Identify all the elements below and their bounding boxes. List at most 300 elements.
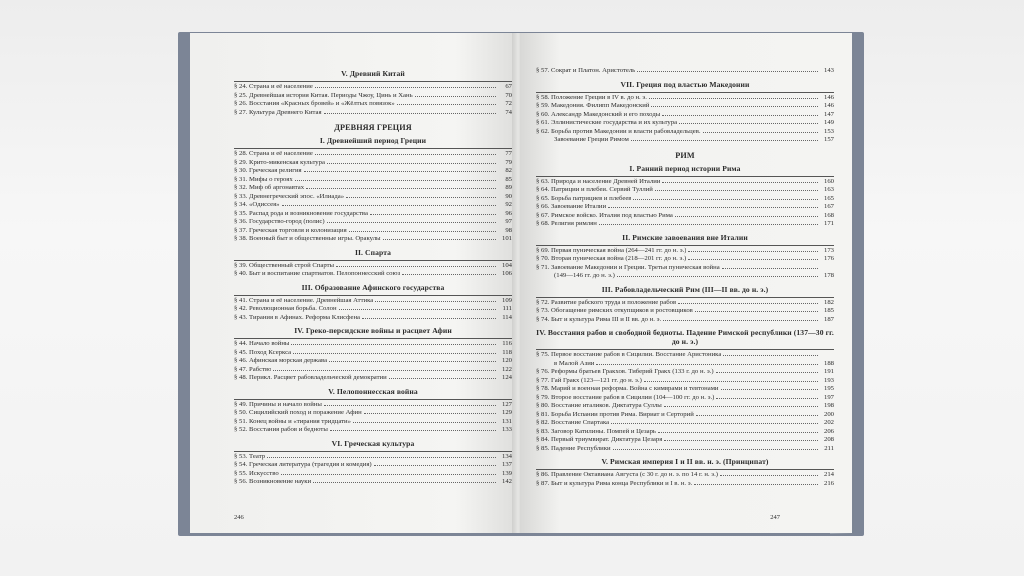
toc-entry-page: 120 — [501, 357, 512, 364]
toc-entry-title: § 50. Сицилийский поход и поражение Афин — [234, 409, 362, 416]
toc-entry-title: § 57. Сократ и Платон. Аристотель — [536, 67, 636, 74]
toc-entry-page: 142 — [501, 478, 512, 485]
toc-entry-title: § 71. Завоевание Македонии и Греции. Третья пуническая война — [536, 263, 720, 271]
toc-leader-dots — [295, 180, 496, 181]
toc-leader-dots — [611, 423, 818, 424]
toc-entry — [234, 201, 512, 210]
toc-entry-page: 106 — [501, 270, 512, 277]
toc-leader-dots — [716, 398, 818, 399]
toc-leader-dots — [339, 309, 496, 310]
toc-entry — [234, 150, 512, 159]
toc-entry-title: § 36. Государство-город (полис) — [234, 218, 325, 225]
toc-entry — [234, 270, 512, 279]
toc-entry — [536, 351, 834, 360]
toc-entry-page: 216 — [823, 479, 834, 487]
toc-entry-title: § 51. Конец войны и «тирания тридцати» — [234, 417, 351, 425]
toc-entry — [536, 67, 834, 76]
toc-entry-page: 139 — [501, 469, 512, 477]
toc-leader-dots — [716, 372, 818, 373]
toc-entry — [234, 235, 512, 244]
toc-entry-page: 72 — [505, 100, 512, 107]
toc-leader-dots — [364, 413, 496, 414]
toc-leader-dots — [397, 104, 496, 105]
toc-entry-page: 176 — [823, 255, 834, 262]
toc-entry-page: 160 — [823, 177, 834, 185]
toc-entry-title: § 26. Восстания «Красных бровей» и «Жёлтых повязок» — [234, 100, 395, 107]
toc-leader-dots — [336, 266, 496, 267]
toc-entry-page: 178 — [823, 272, 834, 279]
section-rule — [234, 81, 512, 82]
toc-leader-dots — [329, 361, 496, 362]
toc-entry-title: § 29. Крито-микенская культура — [234, 158, 325, 166]
section-rule — [234, 338, 512, 339]
toc-leader-dots — [282, 205, 496, 206]
toc-leader-dots — [644, 381, 818, 382]
toc-entry-page: 214 — [823, 471, 834, 478]
toc-entry — [536, 394, 834, 403]
toc-entry-title: § 58. Положение Греции в IV в. до н. э. — [536, 93, 647, 101]
toc-entry-title: (149—146 гг. до н. э.) — [554, 272, 615, 279]
toc-entry — [234, 193, 512, 202]
toc-entry-title: § 35. Распад рода и возникновение государства — [234, 209, 368, 217]
section-heading: I. Древнейший период Греции — [319, 136, 427, 145]
toc-entry-page: 147 — [823, 110, 834, 118]
toc-leader-dots — [721, 389, 819, 390]
toc-leader-dots — [662, 115, 818, 116]
toc-entry-page: 118 — [502, 348, 512, 356]
toc-leader-dots — [688, 251, 818, 252]
section-rule — [536, 297, 834, 298]
toc-leader-dots — [324, 113, 496, 114]
toc-entry-title: § 52. Восстания рабов и бедноты — [234, 426, 328, 433]
toc-entry-title: Завоевание Греции Римом — [554, 136, 629, 143]
toc-entry-title: § 31. Мифы о героях — [234, 175, 293, 183]
toc-leader-dots — [293, 353, 496, 354]
toc-entry — [536, 220, 834, 229]
right-page — [520, 33, 852, 533]
toc-leader-dots — [315, 87, 496, 88]
toc-leader-dots — [722, 268, 818, 269]
toc-entry-page: 96 — [505, 209, 512, 217]
toc-entry-page: 92 — [505, 201, 512, 208]
toc-entry-page: 149 — [823, 119, 834, 126]
section-rule — [234, 260, 512, 261]
toc-entry-title: § 76. Реформы братьев Гракхов. Тиберий Гракх (133 г. до н. э.) — [536, 368, 714, 375]
toc-entry-page: 153 — [823, 127, 834, 135]
section-rule — [536, 176, 834, 177]
toc-entry — [234, 167, 512, 176]
toc-entry-page: 70 — [505, 91, 512, 99]
toc-entry — [234, 340, 512, 349]
toc-leader-dots — [273, 370, 496, 371]
toc-leader-dots — [324, 405, 496, 406]
toc-leader-dots — [313, 482, 496, 483]
toc-entry — [234, 184, 512, 193]
toc-leader-dots — [723, 355, 818, 356]
toc-entry-title: § 87. Быт и культура Рима конца Республики и I в. н. э. — [536, 479, 693, 487]
toc-leader-dots — [655, 190, 818, 191]
toc-leader-dots — [637, 71, 818, 72]
toc-entry — [536, 402, 834, 411]
section-heading: V. Древний Китай — [341, 69, 405, 78]
toc-entry-page: 79 — [505, 158, 512, 166]
toc-entry — [536, 136, 834, 145]
toc-entry — [536, 111, 834, 120]
section-heading: II. Спарта — [354, 247, 392, 257]
toc-entry-title: в Малой Азии — [554, 359, 595, 367]
toc-entry — [234, 218, 512, 227]
toc-leader-dots — [349, 231, 496, 232]
toc-entry — [536, 128, 834, 137]
section-rule — [536, 245, 834, 246]
toc-entry-title: § 65. Борьба патрициев и плебеев — [536, 194, 632, 202]
toc-entry-title: § 46. Афинская морская держава — [234, 357, 328, 364]
section-heading: V. Римская империя I и II вв. н. э. (Принципат) — [601, 457, 769, 466]
toc-entry — [536, 247, 834, 256]
section-rule — [234, 399, 512, 400]
toc-leader-dots — [651, 106, 818, 107]
toc-entry — [234, 470, 512, 479]
toc-entry-page: 165 — [823, 194, 834, 202]
toc-entry-page: 195 — [823, 385, 834, 392]
toc-entry-title: § 48. Перикл. Расцвет рабовладельческой демократии — [234, 374, 387, 381]
toc-leader-dots — [362, 318, 496, 319]
toc-leader-dots — [695, 311, 818, 312]
left-page — [190, 33, 522, 533]
toc-entry-title: § 68. Религия римлян — [536, 220, 597, 227]
toc-entry — [536, 255, 834, 264]
toc-entry — [234, 262, 512, 271]
toc-entry-title: § 40. Быт и воспитание спартиатов. Пелопоннесский союз — [234, 270, 401, 277]
toc-leader-dots — [664, 440, 818, 441]
toc-leader-dots — [374, 465, 496, 466]
toc-entry-title: § 60. Александр Македонский и его походы — [536, 110, 661, 118]
toc-entry-title: § 30. Греческая религия — [234, 167, 302, 174]
toc-entry — [234, 461, 512, 470]
toc-entry-title: § 49. Причины и начало войны — [234, 400, 322, 408]
toc-leader-dots — [664, 406, 818, 407]
toc-leader-dots — [291, 344, 496, 345]
toc-entry-page: 101 — [501, 235, 512, 242]
toc-entry-page: 111 — [502, 305, 512, 312]
section-heading: III. Рабовладельческий Рим (III—II вв. до н. э.) — [601, 284, 769, 294]
toc-entry — [536, 307, 834, 316]
toc-entry-title: § 64. Патриции и плебеи. Сервий Туллий — [536, 186, 653, 193]
toc-entry-page: 67 — [505, 83, 512, 90]
toc-leader-dots — [663, 320, 818, 321]
section-rule — [234, 295, 512, 296]
toc-entry-title: § 66. Завоевание Италии — [536, 203, 607, 210]
toc-entry — [536, 316, 834, 325]
toc-entry-title: § 86. Правление Октавиана Августа (с 30 г. до н. э. по 14 г. н. э.) — [536, 471, 719, 478]
toc-entry-title: § 41. Страна и её население. Древнейшая Аттика — [234, 296, 374, 304]
section-rule — [536, 92, 834, 93]
toc-entry-title: § 83. Заговор Катилины. Помпей и Цезарь — [536, 427, 656, 435]
toc-entry-title: § 42. Революционная борьба. Солон — [234, 305, 337, 312]
toc-entry-title: § 63. Природа и население Древней Италии — [536, 177, 661, 185]
toc-entry-page: 187 — [823, 315, 834, 323]
toc-leader-dots — [370, 214, 496, 215]
toc-entry-page: 202 — [823, 419, 834, 426]
toc-entry — [536, 411, 834, 420]
toc-entry — [234, 159, 512, 168]
toc-entry — [536, 186, 834, 195]
toc-leader-dots — [649, 98, 818, 99]
toc-entry-title: § 34. «Одиссея» — [234, 201, 280, 208]
toc-entry — [234, 210, 512, 219]
toc-entry-page: 133 — [501, 426, 512, 433]
toc-entry-title: § 54. Греческая литература (трагедия и комедия) — [234, 461, 372, 468]
section-rule — [234, 451, 512, 452]
toc-entry-page: 97 — [505, 218, 512, 225]
toc-entry — [536, 480, 834, 489]
section-rule — [536, 349, 834, 350]
toc-entry-title: § 59. Македония. Филипп Македонский — [536, 102, 650, 109]
toc-entry — [234, 109, 512, 118]
section-heading: VI. Греческая культура — [331, 438, 415, 448]
toc-leader-dots — [720, 475, 818, 476]
toc-entry — [234, 176, 512, 185]
toc-entry — [536, 385, 834, 394]
toc-entry-title: § 39. Общественный строй Спарты — [234, 261, 335, 269]
toc-entry — [536, 102, 834, 111]
toc-entry-title: § 84. Первый триумвират. Диктатура Цезаря — [536, 436, 663, 443]
toc-entry — [536, 419, 834, 428]
toc-leader-dots — [327, 163, 496, 164]
toc-entry — [234, 453, 512, 462]
toc-entry-page: 168 — [823, 211, 834, 219]
toc-entry-page: 129 — [501, 409, 512, 416]
toc-leader-dots — [353, 422, 496, 423]
toc-entry-page: 173 — [823, 246, 834, 254]
toc-entry-page: 146 — [823, 93, 834, 101]
toc-leader-dots — [389, 378, 496, 379]
toc-entry-page: 77 — [505, 150, 512, 157]
toc-entry-page: 193 — [823, 376, 834, 384]
toc-entry-title: § 82. Восстание Спартака — [536, 419, 610, 426]
section-heading: IV. Восстания рабов и свободной бедноты. Падение Римской республики (137—30 гг. до н. э.) — [536, 328, 834, 346]
toc-leader-dots — [330, 430, 496, 431]
toc-entry — [234, 426, 512, 435]
toc-entry-page: 74 — [505, 108, 512, 116]
toc-leader-dots — [617, 276, 818, 277]
toc-leader-dots — [703, 132, 818, 133]
toc-entry-page: 127 — [501, 400, 512, 408]
toc-entry-title: § 55. Искусство — [234, 469, 279, 477]
section-rule — [536, 469, 834, 470]
toc-leader-dots — [306, 188, 496, 189]
toc-entry — [234, 83, 512, 92]
toc-leader-dots — [694, 484, 818, 485]
toc-leader-dots — [304, 171, 496, 172]
toc-entry-page: 188 — [823, 359, 834, 367]
section-rule — [234, 148, 512, 149]
toc-entry — [234, 478, 512, 487]
toc-entry-title: § 25. Древнейшая история Китая. Периоды Чжоу, Цинь и Хань — [234, 91, 413, 99]
toc-entry-page: 143 — [823, 67, 834, 74]
toc-entry — [234, 100, 512, 109]
toc-entry-page: 116 — [502, 340, 512, 347]
toc-entry-page: 82 — [505, 167, 512, 174]
toc-entry-page: 171 — [823, 220, 834, 227]
toc-entry — [536, 272, 834, 281]
toc-entry-title: § 73. Обогащение римских откупщиков и ростовщиков — [536, 307, 693, 314]
toc-leader-dots — [415, 96, 496, 97]
toc-entry-title: § 37. Греческая торговля и колонизация — [234, 226, 347, 234]
toc-entry-page: 163 — [823, 186, 834, 193]
toc-entry — [536, 203, 834, 212]
toc-leader-dots — [679, 123, 818, 124]
toc-entry-page: 211 — [824, 444, 834, 452]
toc-entry-page: 131 — [501, 417, 512, 425]
toc-entry-page: 98 — [505, 226, 512, 234]
toc-entry-title: § 33. Древнегреческий эпос. «Илиада» — [234, 192, 345, 200]
toc-entry-page: 104 — [501, 261, 512, 269]
toc-entry-page: 89 — [505, 184, 512, 191]
toc-leader-dots — [327, 222, 496, 223]
toc-entry-page: 167 — [823, 203, 834, 210]
right-page-contents — [536, 67, 834, 488]
toc-leader-dots — [675, 216, 818, 217]
toc-entry — [536, 195, 834, 204]
toc-entry — [234, 409, 512, 418]
toc-entry-title: § 61. Эллинистические государства и их культура — [536, 119, 678, 126]
toc-entry-page: 134 — [501, 452, 512, 460]
toc-entry-title: § 75. Первое восстание рабов в Сицилии. Восстание Аристоника — [536, 351, 722, 358]
toc-entry-title: § 78. Марий и военная реформа. Война с кимврами и тевтонами — [536, 385, 719, 392]
toc-entry — [234, 92, 512, 101]
toc-entry-title: § 70. Вторая пуническая война (218—201 гг. до н. э.) — [536, 255, 687, 262]
toc-entry-title: § 67. Римское войско. Италия под властью Рима — [536, 211, 673, 219]
toc-leader-dots — [596, 364, 818, 365]
toc-leader-dots — [688, 259, 818, 260]
toc-entry-title: § 53. Театр — [234, 452, 266, 460]
toc-entry — [536, 436, 834, 445]
left-page-number: 246 — [234, 514, 244, 521]
toc-leader-dots — [599, 224, 818, 225]
toc-entry-title: § 56. Возникновение науки — [234, 478, 312, 485]
toc-entry — [536, 94, 834, 103]
toc-entry-page: 90 — [505, 192, 512, 200]
toc-entry — [536, 445, 834, 454]
toc-entry — [536, 212, 834, 221]
toc-entry-page: 198 — [823, 402, 834, 409]
toc-entry-page: 114 — [502, 313, 512, 321]
toc-entry-page: 146 — [823, 102, 834, 109]
toc-entry — [536, 264, 834, 273]
toc-leader-dots — [662, 182, 818, 183]
toc-entry-title: § 80. Восстание италиков. Диктатура Суллы — [536, 402, 662, 409]
toc-entry — [536, 119, 834, 128]
toc-entry — [536, 377, 834, 386]
toc-leader-dots — [658, 432, 818, 433]
toc-entry-title: § 69. Первая пуническая война (264—241 гг. до н. э.) — [536, 246, 687, 254]
toc-leader-dots — [281, 474, 496, 475]
toc-entry — [234, 314, 512, 323]
toc-entry — [234, 374, 512, 383]
toc-entry-page: 206 — [823, 427, 834, 435]
toc-leader-dots — [608, 207, 818, 208]
section-heading: V. Пелопоннесская война — [328, 386, 418, 396]
toc-entry-title: § 45. Поход Ксеркса — [234, 348, 292, 356]
toc-entry-title: § 81. Борьба Испании против Рима. Вириат и Серторий — [536, 410, 694, 418]
toc-entry-title: § 24. Страна и её население — [234, 83, 313, 90]
toc-entry-title: § 28. Страна и её население — [234, 150, 313, 157]
toc-entry-page: 122 — [501, 365, 512, 373]
toc-entry — [234, 305, 512, 314]
toc-entry-page: 197 — [823, 393, 834, 401]
toc-entry — [234, 227, 512, 236]
toc-entry-title: § 27. Культура Древнего Китая — [234, 108, 322, 116]
toc-entry-title: § 38. Военный быт и общественные игры. Оракулы — [234, 235, 381, 242]
toc-entry — [234, 366, 512, 375]
toc-entry-page: 185 — [823, 307, 834, 314]
toc-entry — [234, 401, 512, 410]
toc-entry-page: 137 — [501, 461, 512, 468]
toc-entry — [234, 418, 512, 427]
toc-entry — [536, 428, 834, 437]
toc-entry-title: § 77. Гай Гракх (123—121 гг. до н. э.) — [536, 376, 642, 384]
toc-leader-dots — [613, 449, 818, 450]
toc-entry-page: 85 — [505, 175, 512, 183]
toc-entry-title: § 47. Рабство — [234, 365, 272, 373]
section-heading: I. Ранний период истории Рима — [629, 163, 741, 173]
section-heading: РИМ — [675, 150, 695, 160]
toc-leader-dots — [346, 197, 496, 198]
toc-entry-title: § 32. Миф об аргонавтах — [234, 184, 305, 191]
toc-entry-title: § 79. Второе восстание рабов в Сицилии (104—100 гг. до н. э.) — [536, 393, 715, 401]
toc-entry — [536, 178, 834, 187]
toc-leader-dots — [375, 301, 496, 302]
toc-leader-dots — [402, 274, 496, 275]
section-heading: VII. Греция под властью Македонии — [620, 79, 750, 89]
toc-entry — [234, 357, 512, 366]
toc-leader-dots — [678, 303, 818, 304]
toc-entry — [536, 299, 834, 308]
section-heading: III. Образование Афинского государства — [301, 282, 445, 292]
section-heading: II. Римские завоевания вне Италии — [622, 232, 748, 242]
toc-leader-dots — [633, 199, 818, 200]
toc-entry — [234, 297, 512, 306]
toc-entry-title: § 43. Тирания в Афинах. Реформа Клисфена — [234, 313, 361, 321]
toc-leader-dots — [631, 140, 818, 141]
toc-entry-page: 182 — [823, 298, 834, 306]
left-page-contents — [234, 69, 512, 487]
toc-entry-page: 200 — [823, 410, 834, 418]
section-heading: ДРЕВНЯЯ ГРЕЦИЯ — [334, 123, 412, 132]
toc-leader-dots — [315, 154, 496, 155]
toc-entry-page: 191 — [823, 368, 834, 375]
toc-entry — [536, 368, 834, 377]
toc-entry-page: 157 — [823, 136, 834, 143]
toc-entry-page: 124 — [501, 374, 512, 381]
toc-entry — [234, 349, 512, 358]
toc-leader-dots — [696, 415, 818, 416]
toc-entry-title: § 85. Падение Республики — [536, 444, 611, 452]
toc-entry-title: § 62. Борьба против Македонии и власти рабовладельцев. — [536, 127, 701, 135]
toc-entry — [536, 360, 834, 369]
toc-entry-title: § 44. Начало войны — [234, 340, 290, 347]
toc-leader-dots — [267, 457, 496, 458]
section-heading: IV. Греко-персидские войны и расцвет Афин — [294, 326, 452, 335]
toc-leader-dots — [383, 239, 496, 240]
toc-entry — [536, 471, 834, 480]
right-page-number: 247 — [770, 514, 780, 521]
toc-entry-title: § 74. Быт и культура Рима III и II вв. до н. э. — [536, 315, 662, 323]
toc-entry-title: § 72. Развитие рабского труда и положение рабов — [536, 298, 677, 306]
toc-entry-page: 208 — [823, 436, 834, 443]
toc-entry-page: 109 — [501, 296, 512, 304]
